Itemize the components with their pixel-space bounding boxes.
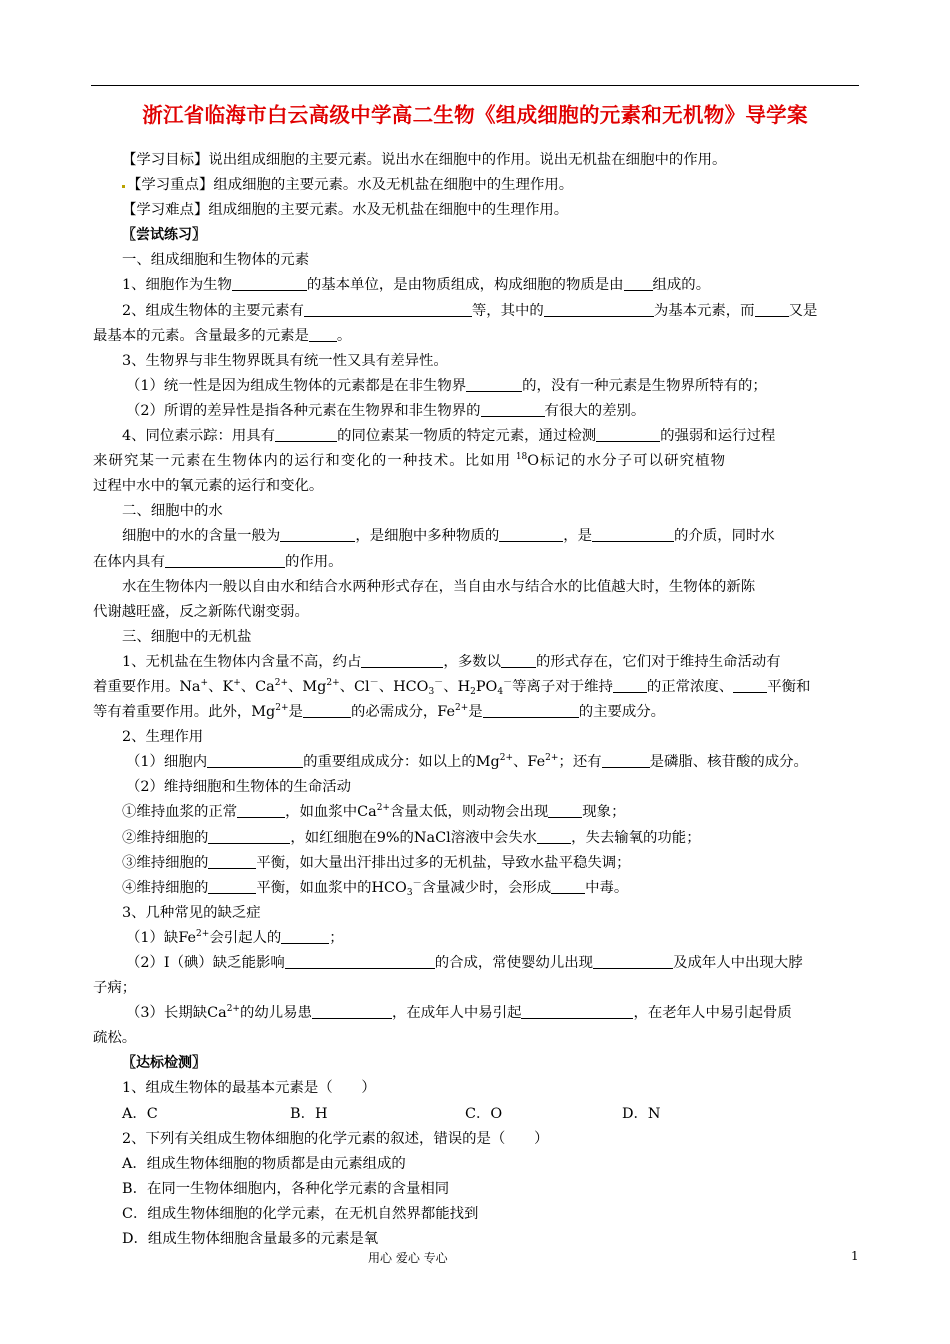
text: ①维持血浆的正常 (122, 804, 238, 821)
s2-p1-cont (93, 550, 860, 575)
s1-q2 (122, 299, 860, 324)
learning-key (122, 173, 860, 198)
option-c[interactable]: C．O (465, 1105, 503, 1122)
test-q1-options (122, 1102, 860, 1127)
s3-q2-1 (122, 750, 860, 775)
text: 等有着重要作用。此外，Mg (93, 704, 276, 721)
text: 平衡，如大量出汗排出过多的无机盐，导致水盐平稳失调； (256, 854, 631, 871)
s3-c1 (122, 800, 860, 825)
text: 。 (336, 327, 352, 344)
s1-q3-1 (122, 374, 860, 399)
learning-goal: 【学习目标】说出组成细胞的主要元素。说出水在细胞中的作用。说出无机盐在细胞中的作用。 (122, 152, 727, 168)
s3-c3 (122, 851, 860, 876)
blank[interactable] (281, 928, 329, 944)
text: （1）缺Fe (126, 929, 197, 946)
charge: + (200, 677, 209, 688)
blank[interactable] (624, 275, 653, 291)
s1-q3: 3、生物界与非生物界既具有统一性又具有差异性。 (122, 352, 448, 369)
text: ，如红细胞在9%的NaCl溶液中会失水 (290, 829, 538, 846)
blank[interactable] (208, 853, 256, 869)
s1-q4 (122, 424, 860, 449)
s1-q2-cont (93, 324, 860, 349)
s3-q2: 2、生理作用 (122, 729, 204, 746)
text: 含量太低，则动物会出现 (389, 804, 549, 821)
charge: 2+ (226, 1004, 240, 1015)
text: （1）统一性是因为组成生物体的元素都是在非生物界 (126, 377, 467, 394)
blank[interactable] (312, 1003, 392, 1019)
blank[interactable] (733, 677, 767, 693)
text: 等，其中的 (471, 302, 544, 319)
blank[interactable] (537, 828, 571, 844)
s3-q3: 3、几种常见的缺乏症 (122, 904, 261, 921)
text: 的强弱和运行过程 (660, 428, 776, 445)
s1-q3-2 (122, 399, 860, 424)
text: 等离子对于维持 (512, 678, 613, 695)
s2-p2-cont: 代谢越旺盛，反之新陈代谢变弱。 (93, 603, 309, 620)
charge: 2+ (455, 703, 469, 714)
text: 、Ca (240, 678, 275, 695)
blank[interactable] (280, 526, 355, 542)
subscript: 3 (428, 686, 435, 697)
page-title: 浙江省临海市白云高级中学高二生物《组成细胞的元素和无机物》导学案 (142, 103, 808, 127)
text: ，是细胞中多种物质的 (355, 528, 500, 545)
blank[interactable] (521, 1003, 633, 1019)
isotope-number: 18 (515, 452, 528, 463)
s3-d3-cont: 疏松。 (93, 1030, 137, 1047)
text: 最基本的元素。含量最多的元素是 (93, 327, 309, 344)
footer-text: 用心 爱心 专心 (368, 1251, 448, 1265)
text: 是 (468, 704, 483, 721)
blank[interactable] (303, 702, 351, 718)
blank[interactable] (499, 526, 563, 542)
text: 有很大的差别。 (544, 402, 646, 419)
text: 的重要组成成分：如以上的Mg (303, 754, 500, 771)
text: 现象； (582, 804, 626, 821)
text: 的基本单位，是由物质组成，构成细胞的物质是由 (306, 277, 624, 294)
blank[interactable] (285, 953, 435, 969)
charge: 2+ (499, 753, 514, 764)
s3-d2-cont: 子病； (93, 980, 137, 997)
option-b[interactable]: B．H (290, 1105, 328, 1122)
text: 着重要作用。Na (93, 678, 201, 695)
option-d[interactable]: D．组成生物体细胞含量最多的元素是氧 (122, 1231, 379, 1248)
s1-q1 (122, 273, 860, 298)
blank[interactable] (548, 802, 582, 818)
blank[interactable] (232, 275, 307, 291)
blank[interactable] (208, 878, 256, 894)
text: 、H (443, 678, 471, 695)
charge: － (503, 677, 513, 688)
text: 、Cl (339, 678, 370, 695)
charge: － (434, 677, 444, 688)
text: 的合成，常使婴幼儿出现 (434, 955, 594, 971)
s2-p1 (122, 524, 860, 549)
charge: 2+ (196, 928, 210, 939)
s2-p2: 水在生物体内一般以自由水和结合水两种形式存在，当自由水与结合水的比值越大时，生物体的新陈 (122, 578, 756, 595)
text: 的形式存在，它们对于维持生命活动有 (536, 653, 781, 670)
text: ，在老年人中易引起骨质 (633, 1005, 792, 1022)
text: ③维持细胞的 (122, 854, 209, 871)
blank[interactable] (165, 552, 285, 568)
text: ； (329, 929, 344, 946)
test-header: 〖达标检测〗 (122, 1055, 206, 1072)
text: （2）I（碘）缺乏能影响 (126, 955, 285, 971)
text: 来研究某一元素在生物体内的运行和变化的一种技术。比如用 (93, 453, 512, 470)
text: 的作用。 (284, 553, 343, 570)
learning-difficult: 【学习难点】组成细胞的主要元素。水及无机盐在细胞中的生理作用。 (122, 202, 569, 219)
text: 、Fe (513, 754, 546, 771)
s1-heading: 一、组成细胞和生物体的元素 (122, 252, 310, 269)
subscript: 4 (497, 686, 504, 697)
text: PO (475, 678, 498, 695)
blank[interactable] (481, 401, 545, 417)
text: 的必需成分，Fe (350, 704, 455, 721)
test-q1: 1、组成生物体的最基本元素是（ ） (122, 1080, 376, 1097)
text: 2、组成生物体的主要元素有 (122, 302, 304, 319)
page-number: 1 (851, 1249, 859, 1263)
text: 的同位素某一物质的特定元素，通过检测 (337, 428, 597, 445)
text: 、K (208, 678, 234, 695)
blank[interactable] (275, 426, 337, 442)
text: ，多数以 (443, 653, 501, 670)
charge: － (412, 878, 422, 889)
blank[interactable] (551, 878, 585, 894)
s3-d1 (122, 926, 860, 951)
charge: 2+ (326, 677, 340, 688)
s3-q1-ions (93, 675, 860, 700)
text: 含量减少时，会形成 (421, 879, 552, 896)
option-d[interactable]: D．N (622, 1105, 661, 1122)
text: 细胞中的水的含量一般为 (122, 528, 281, 545)
text: 1、无机盐在生物体内含量不高，约占 (122, 653, 362, 670)
text: ，是 (563, 528, 593, 545)
text: 是磷脂、核苷酸的成分。 (649, 754, 808, 771)
try-header: 〖尝试练习〗 (122, 227, 206, 244)
blank[interactable] (613, 677, 647, 693)
text: 组成的。 (652, 277, 711, 294)
text: ，在成年人中易引起 (391, 1005, 522, 1022)
text: ，失去输氧的功能； (571, 829, 701, 846)
blank[interactable] (755, 301, 789, 317)
text: 的，没有一种元素是生物界所特有的； (522, 377, 767, 394)
option-c[interactable]: C．组成生物体细胞的化学元素，在无机自然界都能找到 (122, 1205, 479, 1222)
blank[interactable] (602, 752, 650, 768)
blank[interactable] (466, 376, 522, 392)
blank[interactable] (237, 802, 285, 818)
blank[interactable] (207, 752, 303, 768)
blank[interactable] (596, 426, 660, 442)
s3-q1-cont (93, 700, 860, 725)
s3-d3 (122, 1001, 860, 1026)
learning-key-text: 【学习重点】组成细胞的主要元素。水及无机盐在细胞中的生理作用。 (127, 177, 574, 194)
text: ②维持细胞的 (122, 829, 209, 846)
s3-c2 (122, 826, 860, 851)
header-rule (91, 85, 859, 86)
s3-d2 (122, 951, 860, 976)
text: （2）所谓的差异性是指各种元素在生物界和非生物界的 (126, 402, 481, 419)
text: （1）细胞内 (126, 754, 208, 771)
charge: 2+ (275, 703, 289, 714)
text: 又是 (788, 302, 818, 319)
blank[interactable] (593, 953, 673, 969)
text: O标记的水分子可以研究植物 (527, 453, 727, 470)
text: 为基本元素，而 (653, 302, 755, 319)
blank[interactable] (361, 652, 443, 668)
s2-heading: 二、细胞中的水 (122, 503, 223, 520)
test-q2: 2、下列有关组成生物体细胞的化学元素的叙述，错误的是（ ） (122, 1130, 549, 1147)
charge: － (369, 677, 379, 688)
marker-dot (122, 185, 125, 188)
text: ；还有 (558, 754, 602, 771)
blank[interactable] (208, 828, 290, 844)
text: 、Mg (288, 678, 327, 695)
charge: 2+ (274, 677, 289, 688)
document-body (93, 148, 860, 1252)
blank[interactable] (304, 301, 472, 317)
text: 、HCO (378, 678, 429, 695)
blank[interactable] (309, 326, 337, 342)
subscript: 3 (406, 887, 413, 898)
option-a[interactable]: A．组成生物体细胞的物质都是由元素组成的 (122, 1155, 406, 1172)
s1-q4-cont2: 过程中水中的氧元素的运行和变化。 (93, 478, 324, 495)
blank[interactable] (592, 526, 674, 542)
text: 的主要成分。 (578, 704, 666, 721)
text: 会引起人的 (209, 929, 282, 946)
s3-q1 (122, 650, 860, 675)
blank[interactable] (501, 652, 536, 668)
text: ④维持细胞的 (122, 879, 209, 896)
charge: + (233, 677, 241, 688)
text: 的幼儿易患 (239, 1005, 312, 1022)
text: 1、细胞作为生物 (122, 277, 232, 294)
blank[interactable] (483, 702, 579, 718)
text: 平衡，如血浆中的HCO (256, 879, 407, 896)
text: 4、同位素示踪：用具有 (122, 428, 276, 445)
subscript: 2 (470, 686, 476, 697)
option-a[interactable]: A．C (122, 1105, 158, 1122)
text: 平衡和 (767, 678, 811, 695)
text: ，如血浆中Ca (285, 804, 377, 821)
text: 中毒。 (585, 879, 629, 896)
blank[interactable] (544, 301, 654, 317)
charge: 2+ (376, 803, 390, 814)
option-b[interactable]: B．在同一生物体细胞内，各种化学元素的含量相同 (122, 1180, 450, 1197)
charge: 2+ (545, 753, 559, 764)
text: 的介质，同时水 (674, 528, 775, 545)
text: 是 (288, 704, 303, 721)
text: 的正常浓度、 (646, 678, 734, 695)
text: 及成年人中出现大脖 (673, 955, 803, 971)
s3-c4 (122, 876, 860, 901)
s3-heading: 三、细胞中的无机盐 (122, 628, 252, 645)
s3-q2-2: （2）维持细胞和生物体的生命活动 (126, 779, 352, 796)
text: （3）长期缺Ca (126, 1005, 227, 1022)
s1-q4-cont (93, 449, 860, 474)
text: 在体内具有 (93, 553, 165, 570)
